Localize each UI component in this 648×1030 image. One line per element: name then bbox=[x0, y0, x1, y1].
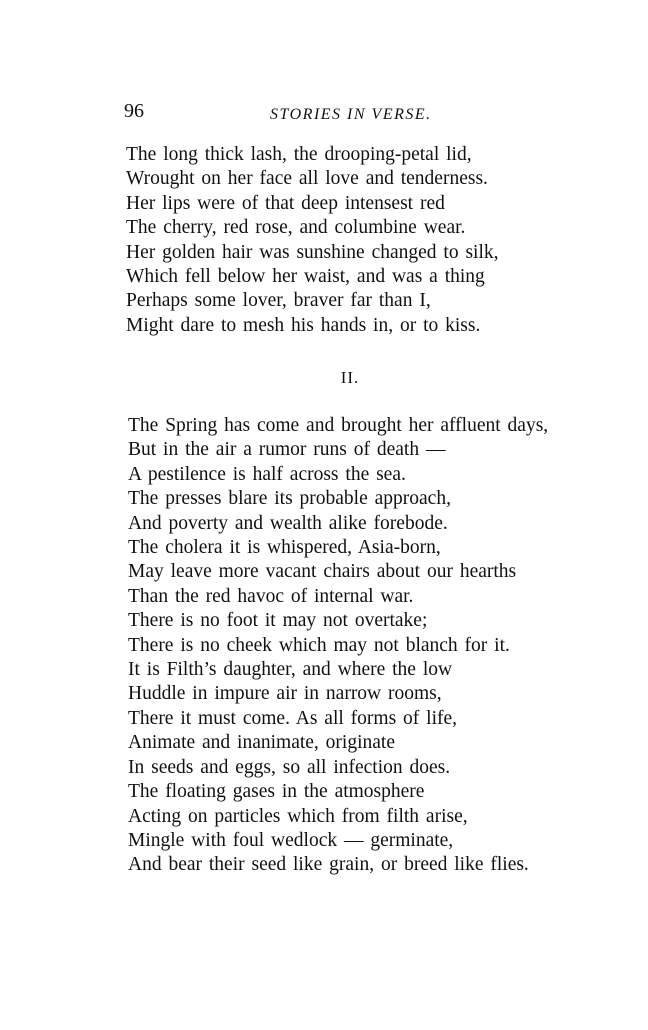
verse-line: Than the red havoc of internal war. bbox=[128, 585, 414, 607]
verse-line: There is no foot it may not overtake; bbox=[128, 610, 428, 632]
verse-line: May leave more vacant chairs about our hearths bbox=[128, 561, 517, 583]
verse-line: Which fell below her waist, and was a thing bbox=[126, 266, 485, 288]
verse-line: Might dare to mesh his hands in, or to kiss. bbox=[126, 314, 481, 336]
page-header bbox=[124, 100, 544, 130]
verse-line: There it must come. As all forms of life, bbox=[128, 707, 458, 729]
stanza-2 bbox=[128, 414, 598, 878]
running-title: STORIES IN VERSE. bbox=[270, 106, 432, 123]
verse-line: Animate and inanimate, originate bbox=[128, 732, 395, 754]
verse-line: And bear their seed like grain, or breed like flies. bbox=[128, 854, 529, 876]
stanza-1 bbox=[126, 143, 596, 338]
verse-line: The presses blare its probable approach, bbox=[128, 488, 451, 510]
verse-line: The Spring has come and brought her affluent days, bbox=[128, 415, 549, 436]
verse-line: Mingle with foul wedlock — germinate, bbox=[128, 829, 454, 851]
page-number: 96 bbox=[124, 100, 144, 122]
verse-line: Huddle in impure air in narrow rooms, bbox=[128, 683, 442, 705]
verse-line: And poverty and wealth alike forebode. bbox=[128, 512, 448, 534]
verse-line: It is Filth’s daughter, and where the low bbox=[128, 659, 453, 681]
verse-line: A pestilence is half across the sea. bbox=[128, 463, 406, 485]
verse-line: The floating gases in the atmosphere bbox=[128, 781, 425, 803]
verse-line: The cholera it is whispered, Asia-born, bbox=[128, 537, 441, 559]
verse-line: Acting on particles which from filth arise, bbox=[128, 805, 468, 827]
verse-line: But in the air a rumor runs of death — bbox=[128, 439, 446, 461]
verse-line: Perhaps some lover, braver far than I, bbox=[126, 290, 431, 312]
verse-line: The long thick lash, the drooping-petal lid, bbox=[126, 144, 472, 165]
verse-line: Her lips were of that deep intensest red bbox=[126, 192, 445, 214]
section-heading: II. bbox=[340, 368, 360, 387]
verse-line: Wrought on her face all love and tenderness. bbox=[126, 168, 488, 190]
verse-line: Her golden hair was sunshine changed to silk, bbox=[126, 241, 499, 263]
verse-line: There is no cheek which may not blanch for it. bbox=[128, 634, 510, 656]
verse-line: The cherry, red rose, and columbine wear. bbox=[126, 217, 466, 239]
verse-line: In seeds and eggs, so all infection does. bbox=[128, 756, 451, 778]
